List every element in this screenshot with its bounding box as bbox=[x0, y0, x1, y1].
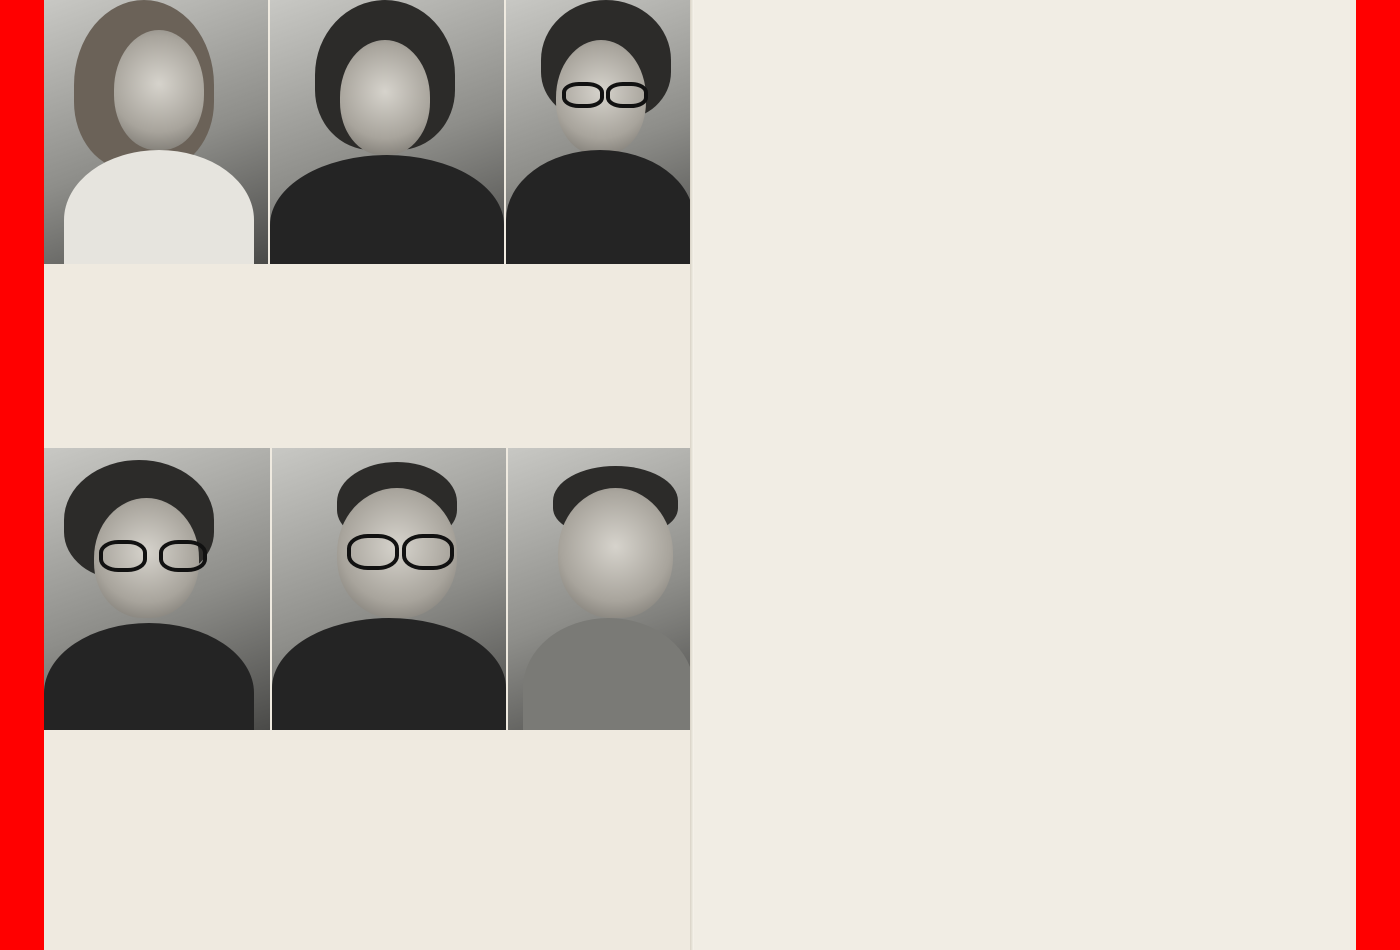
left-page bbox=[44, 0, 694, 950]
senior-photo-thomsen bbox=[44, 448, 270, 730]
senior-photo-reynolds bbox=[44, 0, 268, 264]
senior-photo-serritslev bbox=[270, 0, 504, 264]
right-page bbox=[694, 0, 1356, 950]
senior-photo-sorensen bbox=[506, 0, 694, 264]
senior-photo-torell bbox=[272, 448, 506, 730]
senior-photo-wallner bbox=[508, 448, 694, 730]
